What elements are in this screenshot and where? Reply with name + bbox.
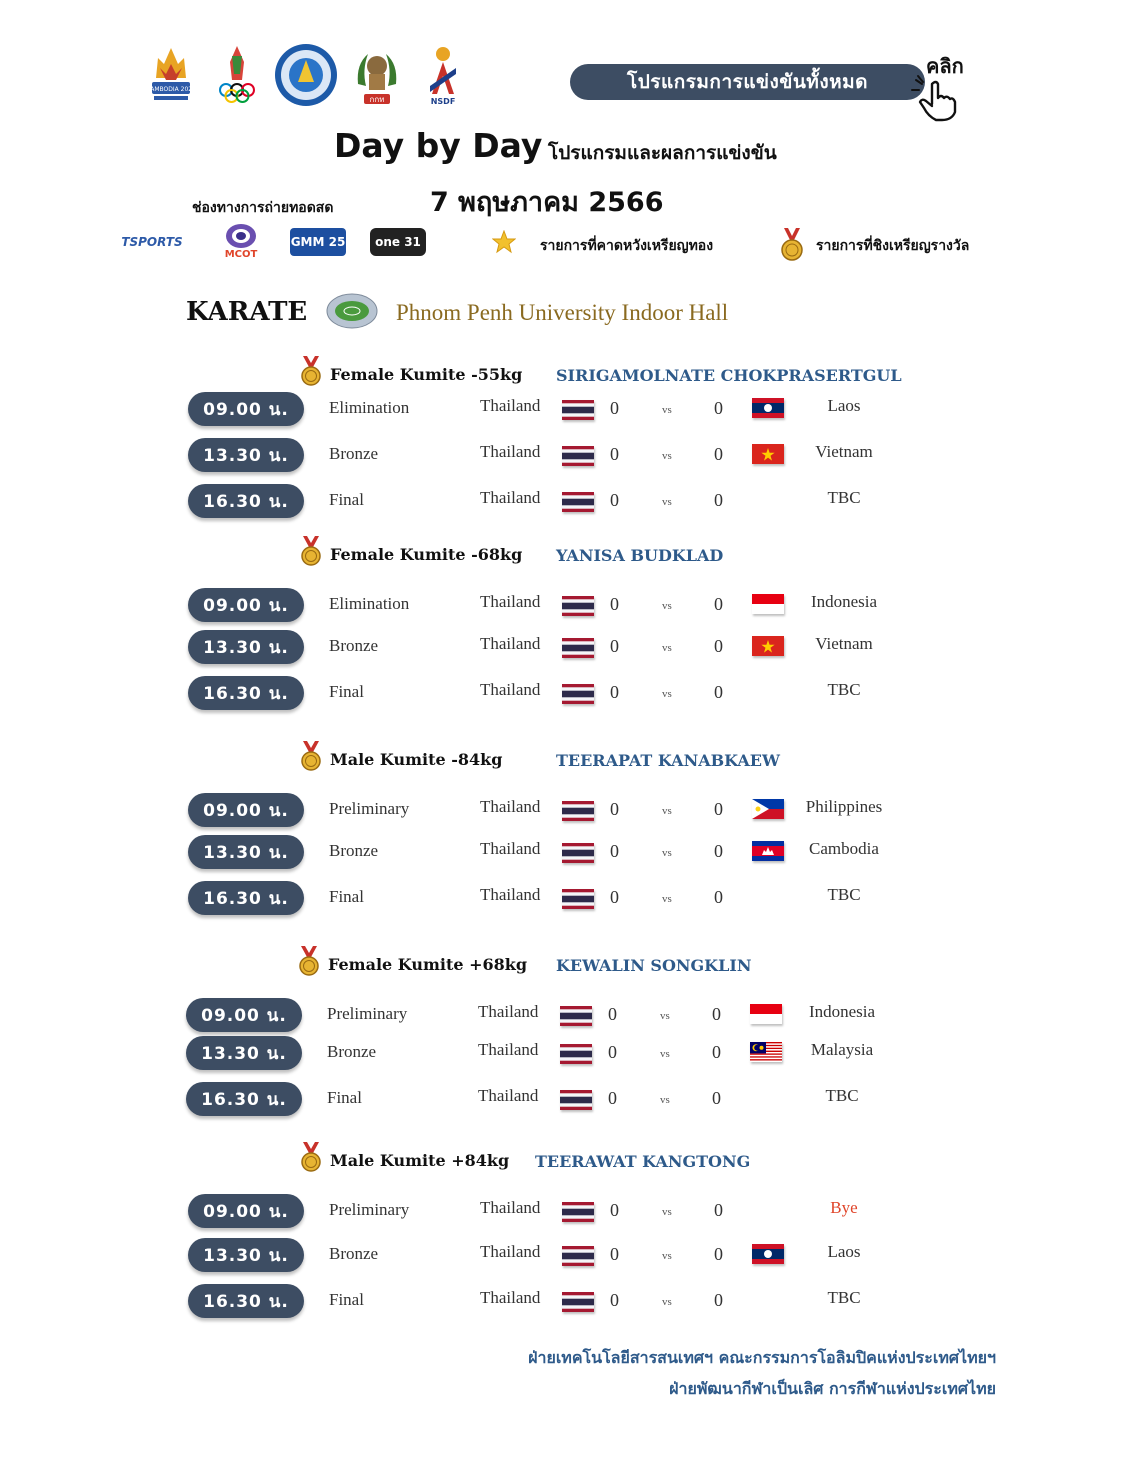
score-home: 0 bbox=[608, 1004, 617, 1024]
thailand-flag-icon bbox=[562, 638, 594, 658]
opponent-name: Vietnam bbox=[815, 634, 873, 653]
page-title: Day by Day bbox=[334, 126, 543, 165]
thailand-flag-icon bbox=[562, 1202, 594, 1222]
match-time: 13.30 น. bbox=[186, 1036, 302, 1070]
thailand-flag-icon bbox=[562, 1246, 594, 1266]
page-subtitle: โปรแกรมและผลการแข่งขัน bbox=[548, 142, 777, 164]
channel-gmm25[interactable]: GMM 25 bbox=[290, 228, 346, 256]
vs-label: vs bbox=[660, 1094, 670, 1106]
match-round: Bronze bbox=[329, 636, 379, 655]
vs-label: vs bbox=[662, 600, 672, 612]
sat-logo-text: กกท bbox=[369, 95, 385, 104]
opponent-name: Laos bbox=[827, 396, 861, 415]
match-round: Final bbox=[329, 1290, 364, 1309]
score-away: 0 bbox=[714, 398, 723, 418]
match-round: Bronze bbox=[329, 1244, 379, 1263]
thailand-flag-icon bbox=[560, 1090, 592, 1110]
score-away: 0 bbox=[714, 636, 723, 656]
channel-tsports[interactable]: TSPORTS bbox=[121, 235, 183, 249]
thailand-flag-icon bbox=[560, 1006, 592, 1026]
event-title: Male Kumite +84kg bbox=[330, 1151, 510, 1170]
score-home: 0 bbox=[610, 682, 619, 702]
score-away: 0 bbox=[712, 1088, 721, 1108]
match-round: Bronze bbox=[329, 444, 379, 463]
laos-flag-icon bbox=[752, 1244, 784, 1264]
match-time: 16.30 น. bbox=[188, 881, 304, 915]
match-time: 09.00 น. bbox=[186, 998, 302, 1032]
medal-icon bbox=[300, 356, 322, 386]
all-schedule-button[interactable]: โปรแกรมการแข่งขันทั้งหมด bbox=[570, 64, 925, 100]
click-label: คลิก bbox=[926, 54, 964, 78]
match-round: Bronze bbox=[329, 841, 379, 860]
athlete-name: TEERAWAT KANGTONG bbox=[535, 1152, 751, 1171]
nsdf-logo bbox=[418, 44, 468, 108]
score-home: 0 bbox=[610, 1244, 619, 1264]
score-away: 0 bbox=[714, 887, 723, 907]
vs-label: vs bbox=[660, 1048, 670, 1060]
thailand-flag-icon bbox=[562, 843, 594, 863]
athlete-name: KEWALIN SONGKLIN bbox=[556, 956, 752, 975]
team-name: Thailand bbox=[478, 1002, 539, 1021]
cambodia-flag-icon bbox=[752, 841, 784, 861]
indonesia-flag-icon bbox=[750, 1004, 782, 1024]
channel-one31[interactable]: one 31 bbox=[370, 228, 426, 256]
score-home: 0 bbox=[610, 1200, 619, 1220]
vs-label: vs bbox=[662, 1206, 672, 1218]
laos-flag-icon bbox=[752, 398, 784, 418]
medal-legend-icon bbox=[780, 228, 804, 267]
footer-line-1: ฝ่ายเทคโนโลยีสารสนเทศฯ คณะกรรมการโอลิมปิคแห่งประเทศไทยฯ bbox=[528, 1348, 996, 1367]
vs-label: vs bbox=[662, 893, 672, 905]
score-away: 0 bbox=[714, 1244, 723, 1264]
match-round: Final bbox=[329, 490, 364, 509]
pointing-hand-icon[interactable] bbox=[910, 74, 970, 124]
score-home: 0 bbox=[610, 841, 619, 861]
score-away: 0 bbox=[714, 1200, 723, 1220]
score-home: 0 bbox=[610, 444, 619, 464]
vs-label: vs bbox=[660, 1010, 670, 1022]
opponent-name: Vietnam bbox=[815, 442, 873, 461]
score-home: 0 bbox=[610, 398, 619, 418]
opponent-name: Philippines bbox=[805, 797, 883, 816]
score-away: 0 bbox=[714, 841, 723, 861]
team-name: Thailand bbox=[478, 1086, 539, 1105]
team-name: Thailand bbox=[480, 885, 541, 904]
match-time: 16.30 น. bbox=[188, 676, 304, 710]
vs-label: vs bbox=[662, 688, 672, 700]
schedule-date: 7 พฤษภาคม 2566 bbox=[430, 187, 664, 218]
team-name: Thailand bbox=[480, 634, 541, 653]
olympic-committee-logo bbox=[212, 44, 262, 108]
opponent-name: TBC bbox=[827, 680, 861, 699]
sat-logo bbox=[352, 44, 402, 108]
indonesia-flag-icon bbox=[752, 594, 784, 614]
vietnam-flag-icon bbox=[752, 636, 784, 656]
medal-icon bbox=[300, 1142, 322, 1172]
score-away: 0 bbox=[714, 799, 723, 819]
footer-line-2: ฝ่ายพัฒนากีฬาเป็นเลิศ การกีฬาแห่งประเทศไทย bbox=[669, 1379, 996, 1398]
thailand-flag-icon bbox=[562, 492, 594, 512]
medal-icon bbox=[300, 536, 322, 566]
athlete-name: SIRIGAMOLNATE CHOKPRASERTGUL bbox=[556, 366, 902, 385]
opponent-name: TBC bbox=[827, 488, 861, 507]
match-round: Preliminary bbox=[327, 1004, 408, 1023]
opponent-name: Malaysia bbox=[810, 1040, 874, 1059]
opponent-name: TBC bbox=[825, 1086, 859, 1105]
match-time: 13.30 น. bbox=[188, 630, 304, 664]
legend-gold-expected: รายการที่คาดหวังเหรียญทอง bbox=[540, 238, 714, 254]
match-round: Bronze bbox=[327, 1042, 377, 1061]
score-away: 0 bbox=[712, 1004, 721, 1024]
nsdf-logo-text: NSDF bbox=[430, 97, 456, 106]
score-home: 0 bbox=[610, 887, 619, 907]
match-round: Final bbox=[329, 682, 364, 701]
opponent-name: Cambodia bbox=[809, 839, 879, 858]
vs-label: vs bbox=[662, 404, 672, 416]
medal-icon bbox=[298, 946, 320, 976]
score-home: 0 bbox=[610, 636, 619, 656]
mcot-icon bbox=[224, 222, 258, 250]
match-time: 13.30 น. bbox=[188, 835, 304, 869]
thailand-flag-icon bbox=[562, 596, 594, 616]
athlete-name: TEERAPAT KANABKAEW bbox=[556, 751, 780, 770]
match-time: 13.30 น. bbox=[188, 438, 304, 472]
thailand-flag-icon bbox=[562, 889, 594, 909]
opponent-name: Bye bbox=[830, 1198, 858, 1217]
team-name: Thailand bbox=[480, 797, 541, 816]
team-name: Thailand bbox=[480, 1242, 541, 1261]
match-round: Final bbox=[329, 887, 364, 906]
opponent-name: Indonesia bbox=[808, 1002, 876, 1021]
match-time: 09.00 น. bbox=[188, 392, 304, 426]
match-round: Preliminary bbox=[329, 1200, 410, 1219]
channel-mcot[interactable] bbox=[214, 222, 268, 260]
gold-star-icon bbox=[492, 230, 516, 259]
thailand-flag-icon bbox=[562, 446, 594, 466]
score-away: 0 bbox=[712, 1042, 721, 1062]
team-name: Thailand bbox=[480, 680, 541, 699]
event-title: Female Kumite -68kg bbox=[330, 545, 523, 564]
team-name: Thailand bbox=[480, 839, 541, 858]
score-away: 0 bbox=[714, 682, 723, 702]
team-name: Thailand bbox=[480, 396, 541, 415]
sport-name: KARATE bbox=[186, 297, 308, 327]
vs-label: vs bbox=[662, 847, 672, 859]
score-away: 0 bbox=[714, 490, 723, 510]
opponent-name: TBC bbox=[827, 1288, 861, 1307]
team-name: Thailand bbox=[480, 488, 541, 507]
team-name: Thailand bbox=[478, 1040, 539, 1059]
score-home: 0 bbox=[608, 1088, 617, 1108]
score-away: 0 bbox=[714, 444, 723, 464]
thailand-flag-icon bbox=[562, 801, 594, 821]
vs-label: vs bbox=[662, 1250, 672, 1262]
score-home: 0 bbox=[610, 490, 619, 510]
match-time: 09.00 น. bbox=[188, 1194, 304, 1228]
event-title: Male Kumite -84kg bbox=[330, 750, 503, 769]
event-title: Female Kumite -55kg bbox=[330, 365, 523, 384]
event-title: Female Kumite +68kg bbox=[328, 955, 528, 974]
match-time: 09.00 น. bbox=[188, 793, 304, 827]
athlete-name: YANISA BUDKLAD bbox=[556, 546, 724, 565]
team-name: Thailand bbox=[480, 1288, 541, 1307]
sports-authority-seal bbox=[274, 42, 338, 106]
vietnam-flag-icon bbox=[752, 444, 784, 464]
opponent-name: Laos bbox=[827, 1242, 861, 1261]
sea-games-logo-text: CAMBODIA 2023 bbox=[146, 86, 196, 93]
match-round: Elimination bbox=[329, 398, 410, 417]
vs-label: vs bbox=[662, 450, 672, 462]
thailand-flag-icon bbox=[562, 684, 594, 704]
match-time: 13.30 น. bbox=[188, 1238, 304, 1272]
score-away: 0 bbox=[714, 1290, 723, 1310]
thailand-flag-icon bbox=[562, 1292, 594, 1312]
match-round: Preliminary bbox=[329, 799, 410, 818]
thailand-flag-icon bbox=[560, 1044, 592, 1064]
mcot-label: MCOT bbox=[224, 249, 258, 260]
vs-label: vs bbox=[662, 642, 672, 654]
medal-icon bbox=[300, 741, 322, 771]
score-home: 0 bbox=[608, 1042, 617, 1062]
sea-games-logo bbox=[146, 44, 196, 108]
malaysia-flag-icon bbox=[750, 1042, 782, 1062]
opponent-name: TBC bbox=[827, 885, 861, 904]
venue-name: Phnom Penh University Indoor Hall bbox=[396, 300, 729, 325]
vs-label: vs bbox=[662, 805, 672, 817]
score-home: 0 bbox=[610, 1290, 619, 1310]
match-time: 16.30 น. bbox=[188, 484, 304, 518]
team-name: Thailand bbox=[480, 1198, 541, 1217]
score-away: 0 bbox=[714, 594, 723, 614]
legend-medal-event: รายการที่ชิงเหรียญรางวัล bbox=[816, 238, 970, 254]
thailand-flag-icon bbox=[562, 400, 594, 420]
match-time: 09.00 น. bbox=[188, 588, 304, 622]
match-time: 16.30 น. bbox=[188, 1284, 304, 1318]
stadium-icon bbox=[326, 292, 378, 335]
match-round: Final bbox=[327, 1088, 362, 1107]
philippines-flag-icon bbox=[752, 799, 784, 819]
vs-label: vs bbox=[662, 1296, 672, 1308]
team-name: Thailand bbox=[480, 592, 541, 611]
vs-label: vs bbox=[662, 496, 672, 508]
live-channels-label: ช่องทางการถ่ายทอดสด bbox=[192, 200, 334, 216]
team-name: Thailand bbox=[480, 442, 541, 461]
score-home: 0 bbox=[610, 799, 619, 819]
match-round: Elimination bbox=[329, 594, 410, 613]
match-time: 16.30 น. bbox=[186, 1082, 302, 1116]
opponent-name: Indonesia bbox=[810, 592, 878, 611]
score-home: 0 bbox=[610, 594, 619, 614]
